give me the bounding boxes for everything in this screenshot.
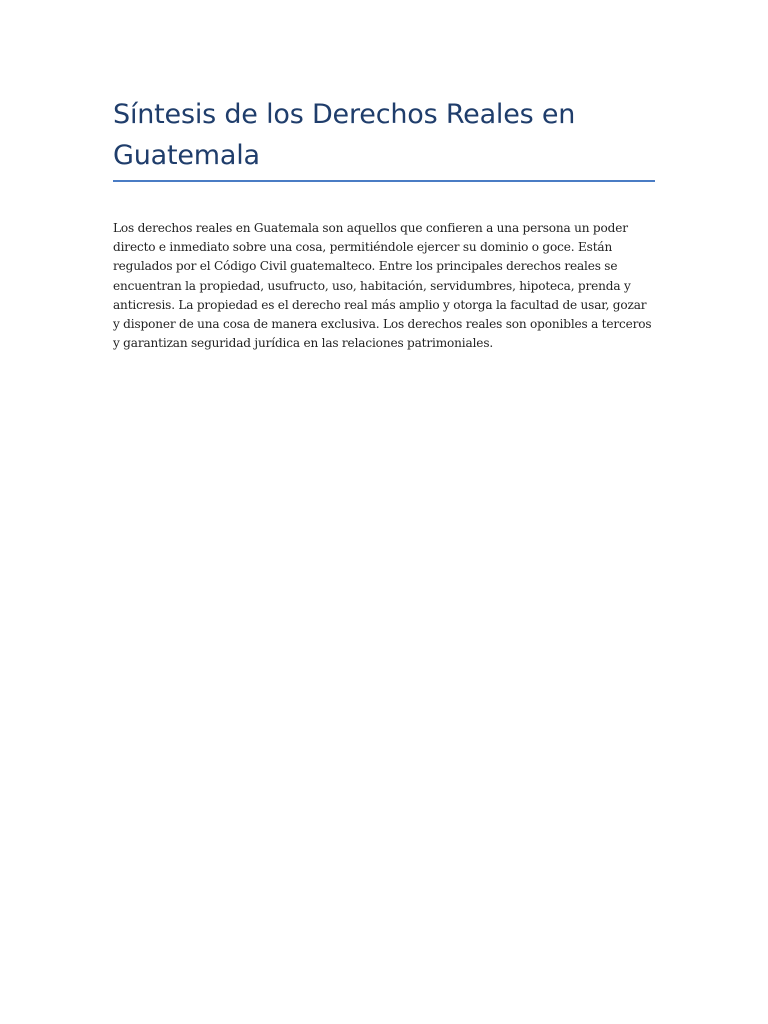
- document-title: Síntesis de los Derechos Reales en Guatemala: [113, 99, 576, 171]
- body-paragraph: Los derechos reales en Guatemala son aquellos que confieren a una persona un poder directo e inmediato sobre una cosa, permitiéndole ejercer su dominio o goce. Están regulados por el Código Civil guatemalteco. Entre los principales derechos reales se encuentran la propiedad, usufructo, uso, habitación, servidumbres, hipoteca, prenda y anticresis. La propiedad es el derecho real más amplio y otorga la facultad de usar, gozar y disponer de una cosa de manera exclusiva. Los derechos reales son oponibles a terceros y garantizan seguridad jurídica en las relaciones patrimoniales.: [113, 221, 652, 351]
- title-divider: [113, 180, 655, 182]
